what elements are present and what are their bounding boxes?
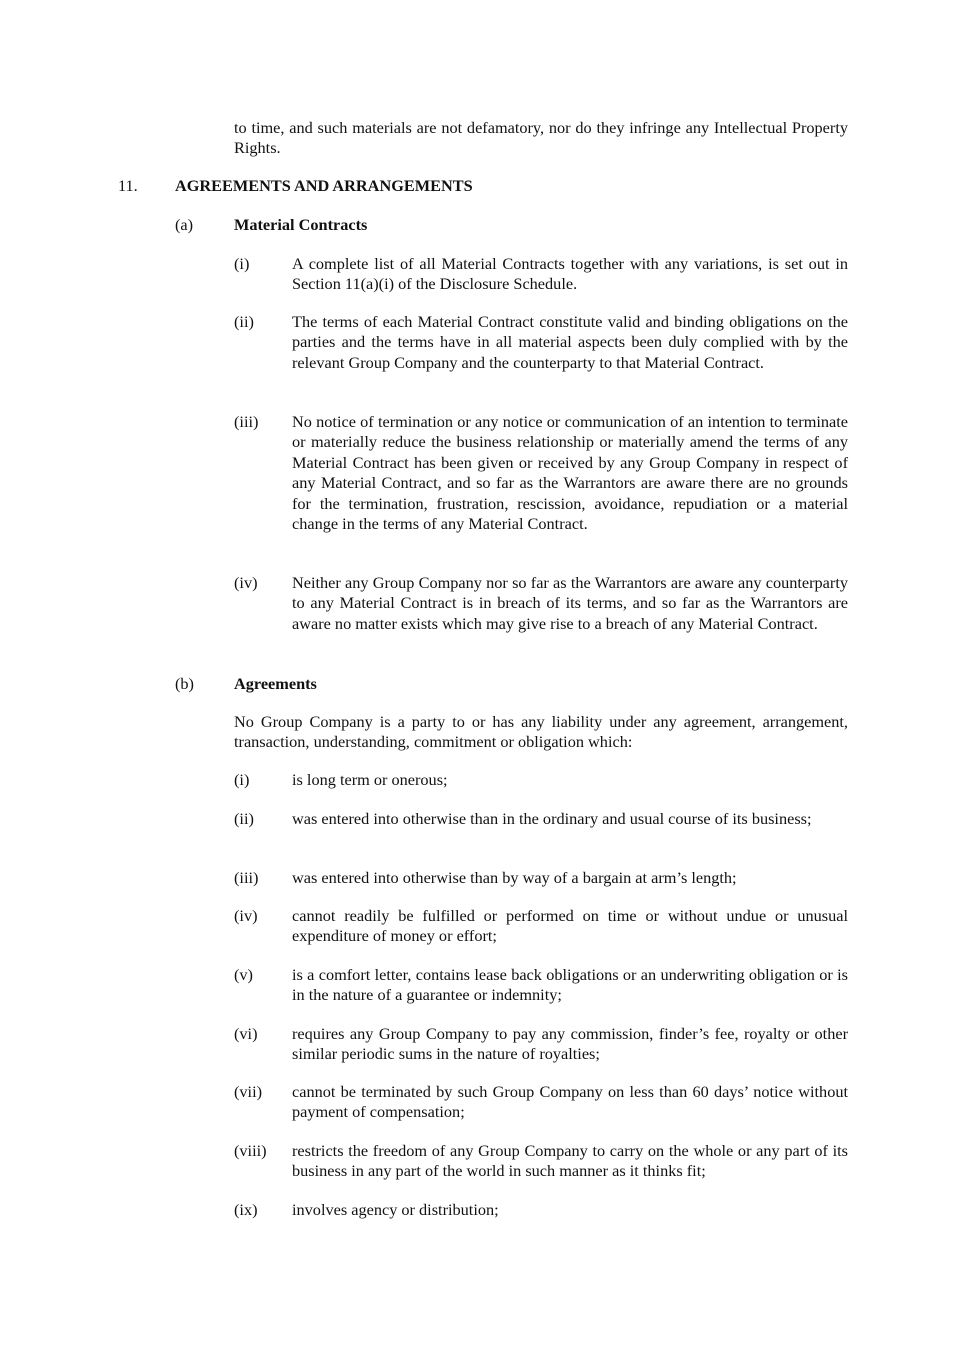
subsection-b-label: (b): [175, 674, 194, 693]
continuation-paragraph: to time, and such materials are not defamatory, nor do they infringe any Intellectual Property Rights.: [234, 118, 848, 158]
clause-text: was entered into otherwise than in the ordinary and usual course of its business;: [292, 809, 812, 828]
clause-text: The terms of each Material Contract constitute valid and binding obligations on the parties and the terms have in all material aspects been duly complied with by the relevant Group Company and the counterparty to that Material Contract.: [292, 312, 848, 372]
subsection-a-title: Material Contracts: [234, 215, 368, 234]
clause-number: (ix): [234, 1200, 258, 1219]
clause-text: No notice of termination or any notice or communication of an intention to terminate or materially reduce the business relationship or materially amend the terms of any Material Contract has been given or received by any Group Company in respect of any Material Contract, and so far as the Warrantors are aware there are no grounds for the termination, frustration, rescission, avoidance, repudiation or a material change in the terms of any Material Contract.: [292, 412, 848, 534]
clause-text: restricts the freedom of any Group Company to carry on the whole or any part of its business in any part of the world in such manner as it thinks fit;: [292, 1141, 848, 1181]
clause-number: (ii): [234, 312, 254, 331]
clause-number: (i): [234, 770, 250, 789]
clause-text: involves agency or distribution;: [292, 1200, 499, 1219]
subsection-b-intro: No Group Company is a party to or has any liability under any agreement, arrangement, transaction, understanding, commitment or obligation which:: [234, 712, 848, 752]
clause-number: (iv): [234, 573, 258, 592]
clause-text: A complete list of all Material Contracts together with any variations, is set out in Section 11(a)(i) of the Disclosure Schedule.: [292, 254, 848, 294]
clause-number: (vii): [234, 1082, 263, 1101]
clause-number: (viii): [234, 1141, 267, 1160]
section-title: AGREEMENTS AND ARRANGEMENTS: [175, 176, 473, 195]
subsection-a-label: (a): [175, 215, 194, 234]
clause-text: was entered into otherwise than by way of a bargain at arm’s length;: [292, 868, 737, 887]
clause-text: requires any Group Company to pay any commission, finder’s fee, royalty or other similar periodic sums in the nature of royalties;: [292, 1024, 848, 1064]
clause-number: (ii): [234, 809, 254, 828]
subsection-b-title: Agreements: [234, 674, 317, 693]
clause-text: cannot readily be fulfilled or performed on time or without undue or unusual expenditure of money or effort;: [292, 906, 848, 946]
section-number: 11.: [118, 176, 138, 195]
clause-number: (v): [234, 965, 253, 984]
clause-number: (iii): [234, 412, 259, 431]
clause-text: is a comfort letter, contains lease back obligations or an underwriting obligation or is in the nature of a guarantee or indemnity;: [292, 965, 848, 1005]
clause-text: cannot be terminated by such Group Company on less than 60 days’ notice without payment of compensation;: [292, 1082, 848, 1122]
clause-number: (i): [234, 254, 250, 273]
clause-number: (iv): [234, 906, 258, 925]
clause-number: (vi): [234, 1024, 258, 1043]
clause-text: Neither any Group Company nor so far as the Warrantors are aware any counterparty to any Material Contract is in breach of its terms, and so far as the Warrantors are aware no matter exists which may give rise to a breach of any Material Contract.: [292, 573, 848, 633]
clause-number: (iii): [234, 868, 259, 887]
clause-text: is long term or onerous;: [292, 770, 448, 789]
